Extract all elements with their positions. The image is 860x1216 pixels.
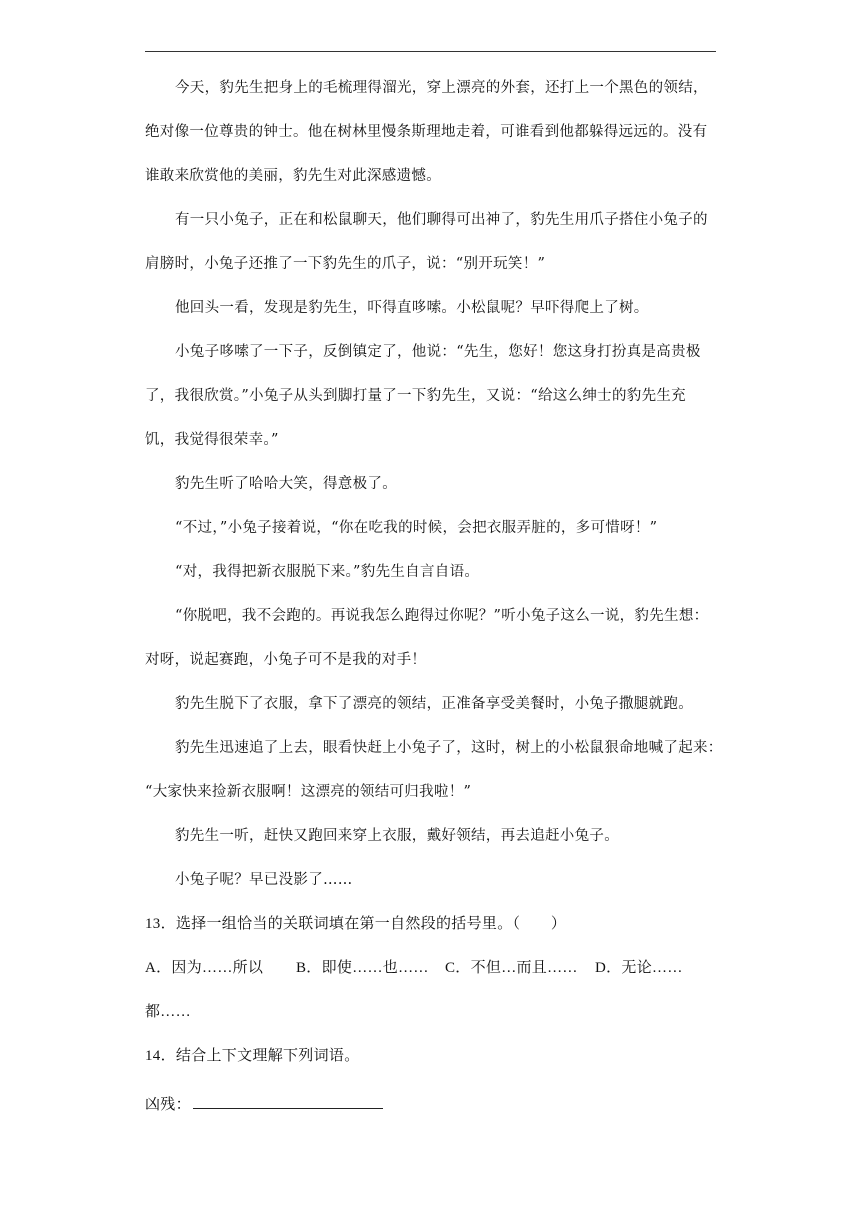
story-line: “不过，”小兔子接着说，“你在吃我的时候，会把衣服弄脏的，多可惜呀！” (175, 520, 658, 536)
story-line: 对呀，说起赛跑，小兔子可不是我的对手！ (145, 652, 427, 668)
story-line: 谁敢来欣赏他的美丽，豹先生对此深感遗憾。 (145, 168, 441, 184)
question-13-options (145, 958, 720, 978)
option-d[interactable]: D．无论…… (595, 960, 683, 976)
story-line: 饥，我觉得很荣幸。” (145, 432, 279, 448)
header-rule (145, 51, 716, 52)
option-d-continuation: 都…… (145, 1004, 191, 1020)
story-line: 豹先生听了哈哈大笑，得意极了。 (175, 476, 397, 492)
story-line: “你脱吧，我不会跑的。再说我怎么跑得过你呢？”听小兔子这么一说，豹先生想： (175, 608, 709, 624)
story-line: 肩膀时，小兔子还推了一下豹先生的爪子，说：“别开玩笑！” (145, 256, 546, 272)
story-line: “大家快来捡新衣服啊！这漂亮的领结可归我啦！” (145, 784, 472, 800)
term-row (145, 1094, 720, 1115)
story-line: 小兔子呢？早已没影了…… (175, 872, 353, 888)
story-line: 豹先生一听，赶快又跑回来穿上衣服，戴好领结，再去追赶小兔子。 (175, 828, 619, 844)
term-label: 凶残： (145, 1097, 191, 1113)
story-line: 小兔子哆嗦了一下子，反倒镇定了，他说：“先生，您好！您这身打扮真是高贵极 (175, 344, 701, 360)
story-line: 有一只小兔子，正在和松鼠聊天，他们聊得可出神了，豹先生用爪子搭住小兔子的 (175, 212, 708, 228)
story-line: 豹先生脱下了衣服，拿下了漂亮的领结，正准备享受美餐时，小兔子撒腿就跑。 (175, 696, 693, 712)
option-b[interactable]: B．即使……也…… (296, 960, 429, 976)
story-line: 豹先生迅速追了上去，眼看快赶上小兔子了，这时，树上的小松鼠狠命地喊了起来： (175, 740, 723, 756)
story-line: 了，我很欣赏。”小兔子从头到脚打量了一下豹先生，又说：“给这么绅士的豹先生充 (145, 388, 686, 404)
answer-blank[interactable] (193, 1094, 383, 1109)
story-line: 他回头一看，发现是豹先生，吓得直哆嗦。小松鼠呢？早吓得爬上了树。 (175, 300, 649, 316)
story-line: “对，我得把新衣服脱下来。”豹先生自言自语。 (175, 564, 480, 580)
question-14-text: 14．结合上下文理解下列词语。 (145, 1048, 360, 1064)
story-line: 今天，豹先生把身上的毛梳理得溜光，穿上漂亮的外套，还打上一个黑色的领结， (175, 80, 708, 96)
option-a[interactable]: A．因为……所以 (145, 960, 264, 976)
option-c[interactable]: C．不但…而且…… (445, 960, 578, 976)
story-line: 绝对像一位尊贵的钟士。他在树林里慢条斯理地走着，可谁看到他都躲得远远的。没有 (145, 124, 708, 140)
question-13-text: 13．选择一组恰当的关联词填在第一自然段的括号里。（ ） (145, 916, 567, 932)
